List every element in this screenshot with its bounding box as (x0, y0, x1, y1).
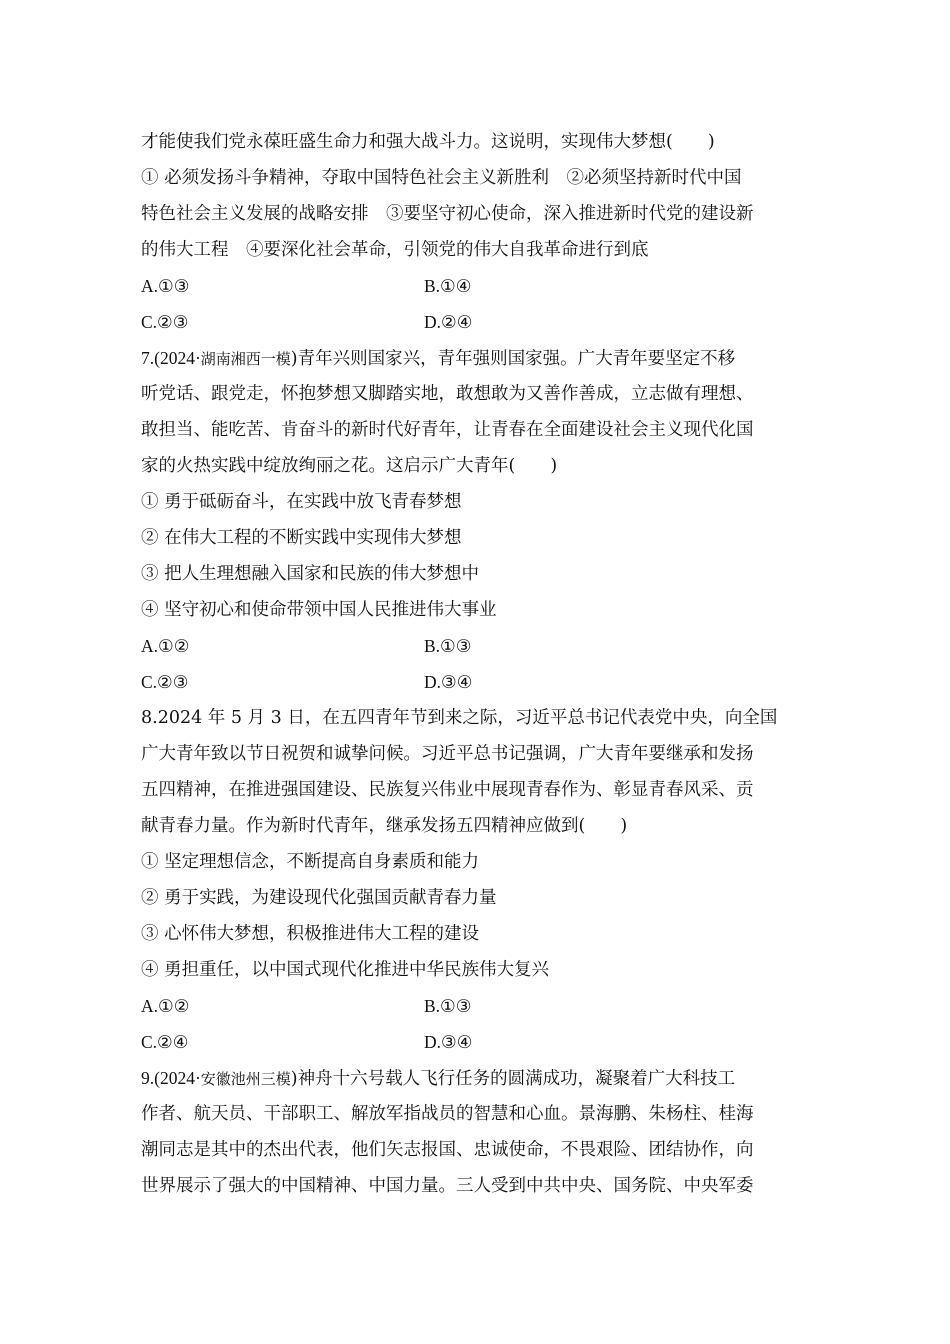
q7-options-row (141, 664, 813, 700)
q7-option-d[interactable]: D.③④ (424, 672, 473, 692)
q8-statement-1: ① 坚定理想信念，不断提高自身素质和能力 (141, 852, 480, 872)
q6-options-row (141, 268, 813, 304)
q7-option-a[interactable]: A.①② (141, 636, 190, 656)
q9-stem-line: 作者、航天员、干部职工、解放军指战员的智慧和心血。景海鹏、朱杨柱、桂海 (141, 1104, 754, 1124)
q8-statement-3: ③ 心怀伟大梦想，积极推进伟大工程的建设 (141, 924, 480, 944)
q7-options-row (141, 628, 813, 664)
q6-option-d[interactable]: D.②④ (424, 312, 473, 332)
q7-stem-line: 家的火热实践中绽放绚丽之花。这启示广大青年( ) (141, 456, 558, 476)
q8-stem-line: 献青春力量。作为新时代青年，继承发扬五四精神应做到( ) (141, 816, 628, 836)
q8-stem-line: 五四精神，在推进强国建设、民族复兴伟业中展现青春作为、彰显青春风采、贡 (141, 780, 754, 800)
question-9 (141, 1060, 813, 1204)
question-7 (141, 340, 813, 700)
q9-number: 9.(2024· (141, 1068, 201, 1088)
q7-stem-line: 敢担当、能吃苦、肯奋斗的新时代好青年，让青春在全面建设社会主义现代化国 (141, 420, 754, 440)
q9-stem-first-line (141, 1060, 813, 1096)
q8-statement-4: ④ 勇担重任，以中国式现代化推进中华民族伟大复兴 (141, 960, 550, 980)
q7-statement-3: ③ 把人生理想融入国家和民族的伟大梦想中 (141, 564, 480, 584)
q9-source: 安徽池州三模 (200, 1070, 291, 1088)
q6-option-c[interactable]: C.②③ (141, 312, 189, 332)
q8-option-d[interactable]: D.③④ (424, 1032, 473, 1052)
q8-option-a[interactable]: A.①② (141, 996, 190, 1016)
q8-stem-line: 8.2024 年 5 月 3 日，在五四青年节到来之际，习近平总书记代表党中央，向全国 (141, 708, 778, 728)
q6-stem-line: 才能使我们党永葆旺盛生命力和强大战斗力。这说明，实现伟大梦想( ) (141, 132, 715, 152)
q6-statement-line: 的伟大工程 ④要深化社会革命，引领党的伟大自我革命进行到底 (141, 240, 649, 260)
q8-options-row (141, 1024, 813, 1060)
q7-number: 7.(2024· (141, 348, 201, 368)
q9-stem-rest: )神舟十六号载人飞行任务的圆满成功，凝聚着广大科技工 (290, 1069, 736, 1089)
q7-source: 湖南湘西一模 (200, 350, 291, 368)
q9-stem-line: 世界展示了强大的中国精神、中国力量。三人受到中共中央、国务院、中央军委 (141, 1176, 754, 1196)
q6-statement-line: 特色社会主义发展的战略安排 ③要坚守初心使命，深入推进新时代党的建设新 (141, 204, 754, 224)
question-6 (141, 124, 813, 340)
q7-statement-1: ① 勇于砥砺奋斗，在实践中放飞青春梦想 (141, 492, 462, 512)
q6-option-b[interactable]: B.①④ (424, 276, 472, 296)
q7-stem-first-line (141, 340, 813, 376)
q7-statement-2: ② 在伟大工程的不断实践中实现伟大梦想 (141, 528, 462, 548)
q8-option-c[interactable]: C.②④ (141, 1032, 189, 1052)
q9-stem-line: 潮同志是其中的杰出代表，他们矢志报国、忠诚使命，不畏艰险、团结协作，向 (141, 1140, 754, 1160)
question-content (141, 124, 813, 1204)
q8-statement-2: ② 勇于实践，为建设现代化强国贡献青春力量 (141, 888, 497, 908)
q8-options-row (141, 988, 813, 1024)
q8-option-b[interactable]: B.①③ (424, 996, 472, 1016)
q8-stem-line: 广大青年致以节日祝贺和诚挚问候。习近平总书记强调，广大青年要继承和发扬 (141, 744, 754, 764)
q7-stem-line: 听党话、跟党走，怀抱梦想又脚踏实地，敢想敢为又善作善成，立志做有理想、 (141, 384, 754, 404)
q6-options-row (141, 304, 813, 340)
q7-stem-rest: )青年兴则国家兴，青年强则国家强。广大青年要坚定不移 (290, 349, 736, 369)
question-8 (141, 700, 813, 1060)
q7-option-b[interactable]: B.①③ (424, 636, 472, 656)
q7-option-c[interactable]: C.②③ (141, 672, 189, 692)
q7-statement-4: ④ 坚守初心和使命带领中国人民推进伟大事业 (141, 600, 497, 620)
q6-statement-line: ① 必须发扬斗争精神，夺取中国特色社会主义新胜利 ②必须坚持新时代中国 (141, 168, 742, 188)
q6-option-a[interactable]: A.①③ (141, 276, 190, 296)
